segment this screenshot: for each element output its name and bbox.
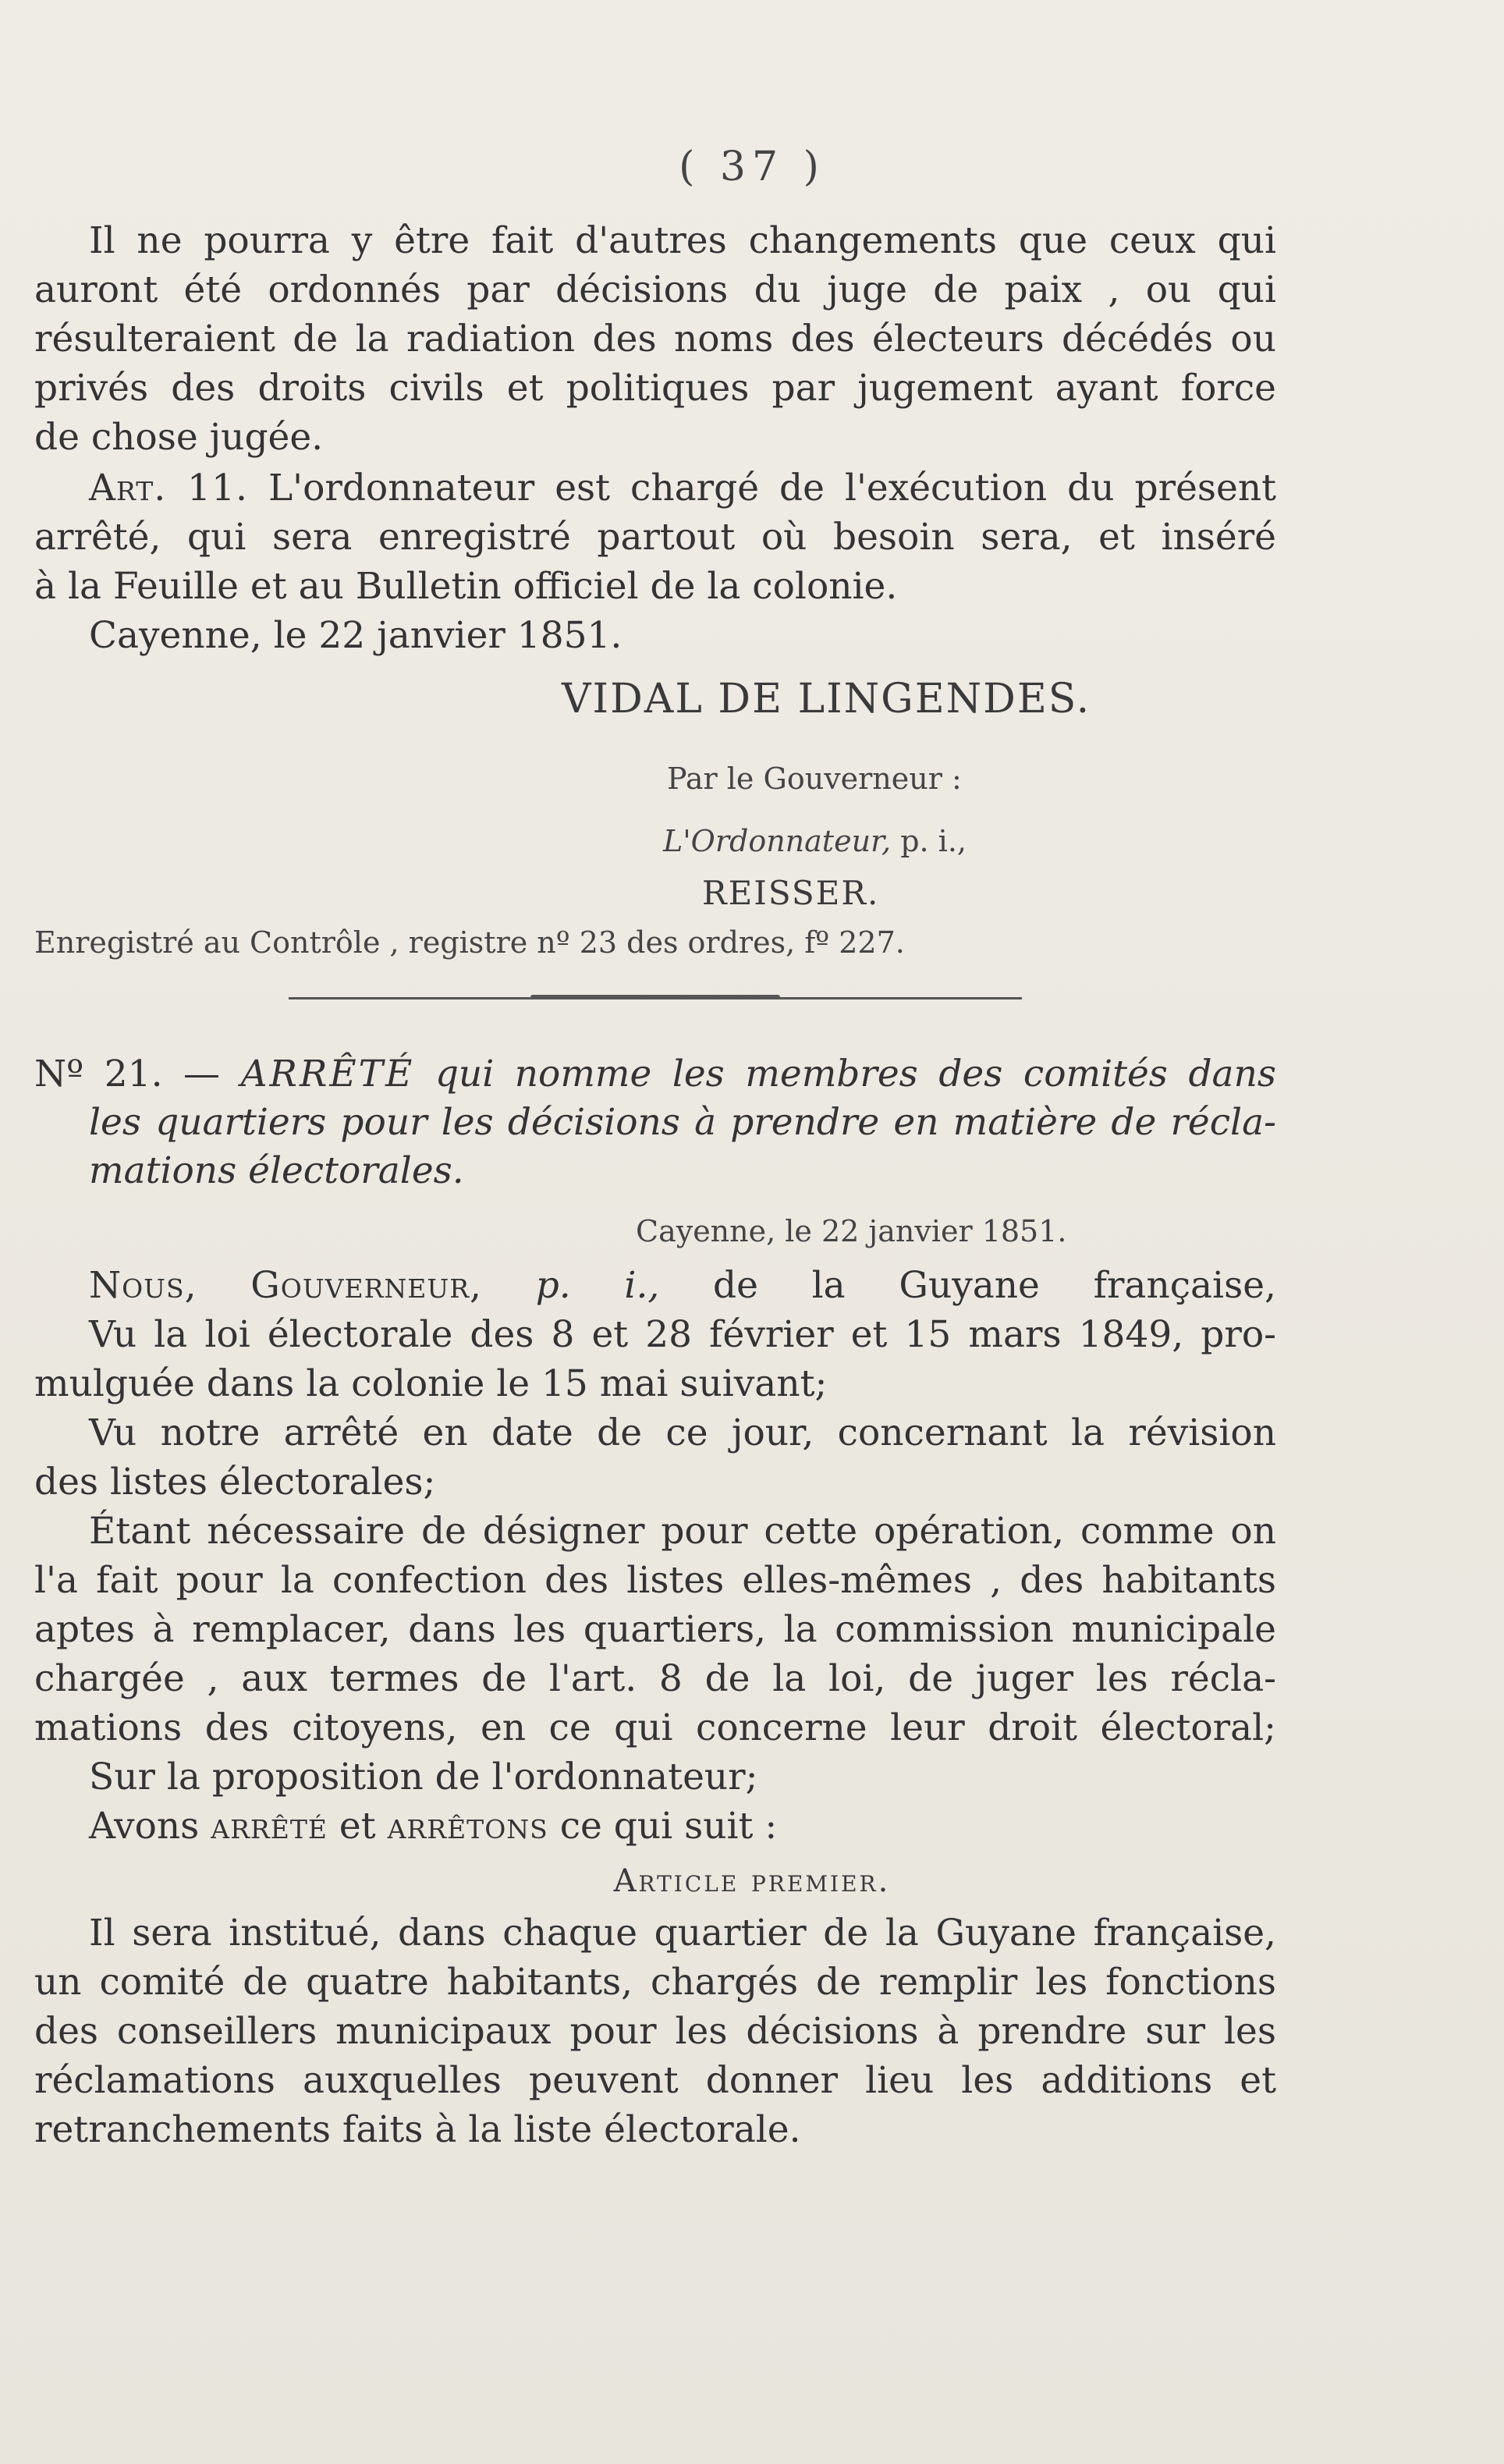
arrete-word: ARRÊTÉ <box>240 1053 415 1095</box>
text-line: Étant nécessaire de désigner pour cette opération, comme on <box>89 1510 1276 1553</box>
text-line: privés des droits civils et politiques par jugement ayant force <box>34 367 1276 410</box>
text-line: des conseillers municipaux pour les décisions à prendre sur les <box>34 2010 1276 2053</box>
article-premier-heading: Article premier. <box>613 1863 891 1899</box>
avons-line <box>34 1802 1276 1851</box>
article-11 <box>34 463 1276 660</box>
text-line: aptes à remplacer, dans les quartiers, la commission municipale <box>34 1608 1276 1651</box>
ordonnateur-line <box>663 824 967 858</box>
arrete-subject: qui nomme les membres des comités dans <box>435 1053 1276 1095</box>
nous: Nous, <box>89 1264 197 1307</box>
ordonnateur-label: L'Ordonnateur, <box>663 824 892 858</box>
text-line: un comité de quatre habitants, chargés de remplir les fonctions <box>34 1961 1276 2004</box>
separator-rule-center <box>530 995 780 999</box>
arrete-body <box>34 1261 1276 1851</box>
text-line: mations des citoyens, en ce qui concerne leur droit électoral; <box>34 1706 1276 1749</box>
par-le-gouverneur: Par le Gouverneur : <box>667 762 962 796</box>
signature-governor: VIDAL DE LINGENDES. <box>562 676 1091 723</box>
paragraph-changes <box>34 216 1276 462</box>
arrete-title <box>34 1050 1276 1195</box>
text-line: résulteraient de la radiation des noms des électeurs décédés ou <box>34 318 1276 360</box>
ordonnateur-pi: p. i., <box>900 824 967 858</box>
text-line: des listes électorales; <box>34 1461 436 1504</box>
title-line <box>34 1050 1276 1099</box>
text-line: Vu la loi électorale des 8 et 28 février et 15 mars 1849, pro- <box>89 1313 1276 1356</box>
text-line: mulguée dans la colonie le 15 mai suivant; <box>34 1362 828 1405</box>
page-number: ( 37 ) <box>679 144 825 190</box>
text-line: retranchements faits à la liste électorale. <box>34 2108 801 2151</box>
arrete-number: Nº 21. — <box>34 1053 221 1095</box>
registration-note: Enregistré au Contrôle , registre nº 23 des ordres, fº 227. <box>34 925 905 960</box>
text-line: à la Feuille et au Bulletin officiel de la colonie. <box>34 565 898 608</box>
article-label: Art. 11. <box>89 467 248 509</box>
article-text: L'ordonnateur est chargé de l'exécution du présent <box>268 467 1276 509</box>
signature-ordonnateur: REISSER. <box>702 874 880 912</box>
text-line <box>34 463 1276 513</box>
text-line: Il sera institué, dans chaque quartier de la Guyane française, <box>89 1912 1276 1955</box>
text-line: l'a fait pour la confection des listes elles-mêmes , des habitants <box>34 1559 1276 1602</box>
avons-arrete: arrêté <box>211 1805 328 1848</box>
gouverneur: Gouverneur, <box>250 1264 482 1307</box>
text-line: Vu notre arrêté en date de ce jour, concernant la révision <box>89 1411 1276 1454</box>
avons-et: et <box>339 1805 376 1848</box>
article-premier-text <box>34 1908 1276 2154</box>
text-line: Sur la proposition de l'ordonnateur; <box>89 1756 758 1798</box>
signed-date: Cayenne, le 22 janvier 1851. <box>89 614 623 657</box>
avons-arretons: arrêtons <box>387 1805 548 1848</box>
avons-post: ce qui suit : <box>559 1805 778 1848</box>
text-line: réclamations auxquelles peuvent donner lieu les additions et <box>34 2059 1276 2102</box>
nous-pi: p. i., <box>535 1264 660 1307</box>
title-line: les quartiers pour les décisions à prendre en matière de récla- <box>89 1101 1276 1144</box>
text-line: Il ne pourra y être fait d'autres changements que ceux qui <box>89 219 1276 262</box>
text-line: auront été ordonnés par décisions du juge de paix , ou qui <box>34 268 1276 311</box>
text-line: de chose jugée. <box>34 416 324 459</box>
nous-rest: de la Guyane française, <box>713 1264 1276 1307</box>
text-line: chargée , aux termes de l'art. 8 de la loi, de juger les récla- <box>34 1657 1276 1700</box>
text-line: arrêté, qui sera enregistré partout où besoin sera, et inséré <box>34 516 1276 559</box>
title-line: mations électorales. <box>89 1149 464 1192</box>
avons-pre: Avons <box>89 1805 200 1848</box>
nous-line <box>34 1261 1276 1310</box>
arrete-date: Cayenne, le 22 janvier 1851. <box>636 1214 1067 1248</box>
